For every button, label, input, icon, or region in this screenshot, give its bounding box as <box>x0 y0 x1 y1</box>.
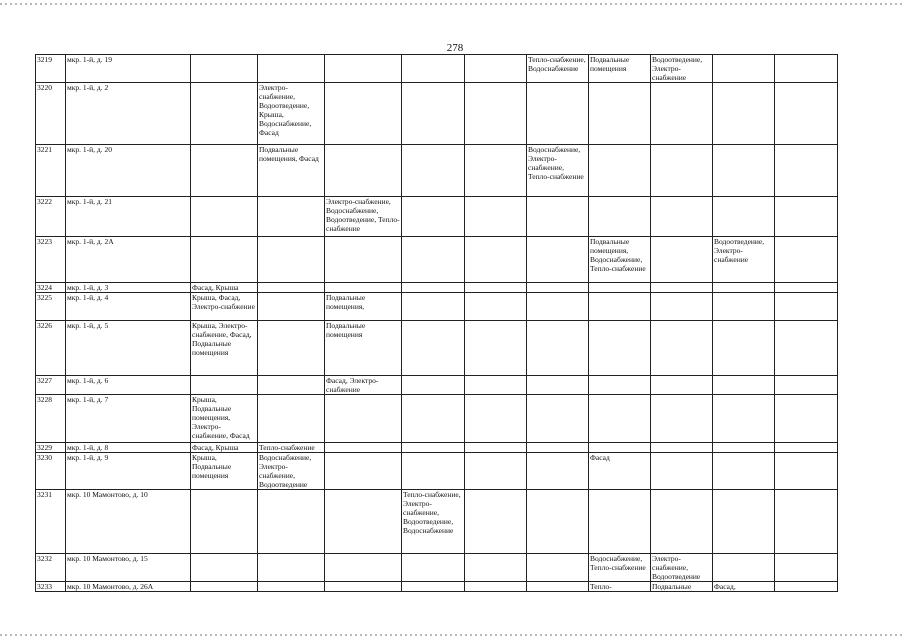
work-type-cell <box>651 83 713 145</box>
work-type-cell <box>465 197 527 237</box>
work-type-cell: Тепло-снабжение, Электро-снабжение, Водоотведение, Водоснабжение <box>402 490 465 554</box>
work-type-cell <box>775 145 838 197</box>
work-type-cell <box>775 554 838 582</box>
table-row <box>36 582 838 592</box>
work-type-cell <box>258 293 325 321</box>
address-cell: мкр. 1-й, д. 2 <box>66 83 191 145</box>
work-type-cell: Фасад, <box>713 582 775 592</box>
work-type-cell: Фасад, Крыша <box>191 443 258 453</box>
table-row <box>36 376 838 395</box>
work-type-cell <box>713 395 775 443</box>
work-type-cell <box>527 376 589 395</box>
work-type-cell: Электро-снабжение, Водоснабжение, Водоотведение, Тепло-снабжение <box>325 197 402 237</box>
table-row <box>36 395 838 443</box>
scan-edge-bottom <box>0 634 905 636</box>
address-cell: мкр. 1-й, д. 2А <box>66 237 191 283</box>
work-type-cell <box>402 554 465 582</box>
work-type-cell <box>713 490 775 554</box>
work-type-cell <box>651 443 713 453</box>
work-type-cell <box>402 237 465 283</box>
work-type-cell <box>775 490 838 554</box>
table-row <box>36 283 838 293</box>
table-row <box>36 83 838 145</box>
address-cell: мкр. 1-й, д. 6 <box>66 376 191 395</box>
work-type-cell <box>713 443 775 453</box>
work-type-cell: Водоснабжение, Тепло-снабжение <box>589 554 651 582</box>
work-type-cell: Подвальные помещения, Фасад <box>258 145 325 197</box>
work-type-cell <box>651 321 713 376</box>
row-number-cell: 3224 <box>36 283 66 293</box>
work-type-cell <box>527 395 589 443</box>
work-type-cell <box>775 321 838 376</box>
work-type-cell <box>402 83 465 145</box>
table-row <box>36 554 838 582</box>
work-type-cell <box>465 237 527 283</box>
work-type-cell <box>589 376 651 395</box>
address-cell: мкр. 1-й, д. 20 <box>66 145 191 197</box>
work-type-cell <box>589 197 651 237</box>
work-type-cell <box>191 490 258 554</box>
row-number-cell: 3230 <box>36 453 66 490</box>
work-type-cell <box>258 490 325 554</box>
address-cell: мкр. 1-й, д. 7 <box>66 395 191 443</box>
work-type-cell <box>775 443 838 453</box>
work-type-cell: Электро-снабжение, Водоотведение <box>651 554 713 582</box>
work-type-cell: Тепло-снабжение <box>258 443 325 453</box>
work-type-cell <box>325 283 402 293</box>
work-type-cell: Фасад <box>589 453 651 490</box>
row-number-cell: 3233 <box>36 582 66 592</box>
work-type-cell <box>589 145 651 197</box>
work-type-cell <box>191 83 258 145</box>
row-number-cell: 3219 <box>36 55 66 83</box>
work-type-cell <box>465 554 527 582</box>
table-row <box>36 197 838 237</box>
work-type-cell: Подвальные помещения <box>325 321 402 376</box>
work-type-cell <box>713 55 775 83</box>
work-type-cell <box>527 443 589 453</box>
row-number-cell: 3232 <box>36 554 66 582</box>
work-type-cell <box>191 237 258 283</box>
work-type-cell <box>775 395 838 443</box>
row-number-cell: 3231 <box>36 490 66 554</box>
row-number-cell: 3222 <box>36 197 66 237</box>
work-type-cell <box>465 83 527 145</box>
work-type-cell <box>402 453 465 490</box>
work-type-cell <box>258 197 325 237</box>
work-type-cell <box>402 443 465 453</box>
work-type-cell <box>465 293 527 321</box>
work-type-cell <box>527 83 589 145</box>
work-type-cell <box>191 145 258 197</box>
work-type-cell <box>325 237 402 283</box>
work-type-cell: Тепло-снабжение, Водоснабжение <box>527 55 589 83</box>
work-type-cell <box>527 283 589 293</box>
work-type-cell <box>325 554 402 582</box>
row-number-cell: 3221 <box>36 145 66 197</box>
row-number-cell: 3229 <box>36 443 66 453</box>
work-type-cell <box>775 283 838 293</box>
work-type-cell <box>402 293 465 321</box>
work-type-cell <box>651 453 713 490</box>
work-type-cell <box>402 145 465 197</box>
work-type-cell: Тепло- <box>589 582 651 592</box>
work-type-cell <box>713 145 775 197</box>
work-type-cell: Водоотведение, Электро-снабжение <box>713 237 775 283</box>
work-type-cell <box>589 283 651 293</box>
address-cell: мкр. 1-й, д. 21 <box>66 197 191 237</box>
work-type-cell <box>713 197 775 237</box>
row-number-cell: 3227 <box>36 376 66 395</box>
work-type-cell: Подвальные помещения <box>589 55 651 83</box>
work-type-cell <box>402 395 465 443</box>
address-cell: мкр. 1-й, д. 3 <box>66 283 191 293</box>
address-cell: мкр. 10 Мамонтово, д. 15 <box>66 554 191 582</box>
address-cell: мкр. 1-й, д. 8 <box>66 443 191 453</box>
work-type-cell <box>325 145 402 197</box>
work-type-cell <box>465 490 527 554</box>
work-type-cell: Фасад, Крыша <box>191 283 258 293</box>
work-type-cell <box>402 321 465 376</box>
table-body <box>36 55 838 592</box>
work-type-cell: Крыша, Подвальные помещения <box>191 453 258 490</box>
scan-edge-top <box>0 3 905 5</box>
work-type-cell <box>651 283 713 293</box>
work-type-cell <box>589 443 651 453</box>
work-type-cell <box>589 395 651 443</box>
table-row <box>36 321 838 376</box>
table-row <box>36 453 838 490</box>
work-type-cell <box>589 293 651 321</box>
work-type-cell <box>258 582 325 592</box>
work-type-cell <box>527 582 589 592</box>
work-type-cell <box>775 83 838 145</box>
work-type-cell <box>527 237 589 283</box>
work-type-cell <box>775 293 838 321</box>
work-type-cell: Крыша, Фасад, Электро-снабжение <box>191 293 258 321</box>
work-type-cell <box>713 293 775 321</box>
row-number-cell: 3226 <box>36 321 66 376</box>
address-cell: мкр. 1-й, д. 5 <box>66 321 191 376</box>
work-type-cell <box>713 83 775 145</box>
work-type-cell <box>527 293 589 321</box>
work-type-cell <box>258 237 325 283</box>
work-type-cell <box>402 582 465 592</box>
work-type-cell <box>465 283 527 293</box>
address-cell: мкр. 1-й, д. 19 <box>66 55 191 83</box>
work-type-cell <box>527 453 589 490</box>
work-type-cell <box>465 443 527 453</box>
work-type-cell <box>258 395 325 443</box>
work-type-cell: Подвальные помещения, <box>325 293 402 321</box>
work-type-cell: Водоотведение, Электро-снабжение <box>651 55 713 83</box>
work-type-cell <box>465 453 527 490</box>
work-type-cell <box>465 321 527 376</box>
address-cell: мкр. 1-й, д. 4 <box>66 293 191 321</box>
address-cell: мкр. 10 Мамонтово, д. 10 <box>66 490 191 554</box>
work-type-cell <box>589 321 651 376</box>
work-type-cell <box>713 321 775 376</box>
work-type-cell: Подвальные <box>651 582 713 592</box>
work-type-cell <box>402 55 465 83</box>
work-type-cell <box>325 55 402 83</box>
work-type-cell <box>258 55 325 83</box>
work-type-cell: Водоснабжение, Электро-снабжение, Водоотведение <box>258 453 325 490</box>
table-row <box>36 55 838 83</box>
work-type-cell <box>325 582 402 592</box>
work-type-cell <box>775 376 838 395</box>
work-type-cell <box>258 321 325 376</box>
work-type-cell <box>651 145 713 197</box>
work-type-cell <box>465 395 527 443</box>
work-type-cell <box>258 283 325 293</box>
row-number-cell: 3220 <box>36 83 66 145</box>
work-type-cell: Фасад, Электро-снабжение <box>325 376 402 395</box>
work-type-cell <box>465 145 527 197</box>
work-type-cell <box>713 554 775 582</box>
page-number: 278 <box>446 42 464 54</box>
row-number-cell: 3223 <box>36 237 66 283</box>
work-type-cell <box>402 197 465 237</box>
work-type-cell <box>402 283 465 293</box>
address-cell: мкр. 10 Мамонтово, д. 26А <box>66 582 191 592</box>
work-type-cell <box>775 55 838 83</box>
work-type-cell <box>775 237 838 283</box>
work-type-cell <box>651 376 713 395</box>
work-type-cell <box>465 582 527 592</box>
address-cell: мкр. 1-й, д. 9 <box>66 453 191 490</box>
work-type-cell <box>325 83 402 145</box>
work-type-cell <box>775 197 838 237</box>
work-type-cell <box>191 55 258 83</box>
work-type-cell <box>527 197 589 237</box>
work-type-cell <box>713 453 775 490</box>
work-type-cell <box>775 582 838 592</box>
work-type-cell: Крыша, Электро-снабжение, Фасад, Подвальные помещения <box>191 321 258 376</box>
work-type-cell: Водоснабжение, Электро-снабжение, Тепло-снабжение <box>527 145 589 197</box>
work-type-cell <box>465 55 527 83</box>
work-type-cell <box>465 376 527 395</box>
work-type-cell <box>191 554 258 582</box>
work-type-cell <box>651 395 713 443</box>
table-row <box>36 237 838 283</box>
work-type-cell <box>651 237 713 283</box>
work-type-cell <box>527 321 589 376</box>
work-type-cell <box>325 453 402 490</box>
row-number-cell: 3225 <box>36 293 66 321</box>
repair-schedule-table <box>35 54 838 592</box>
table-row <box>36 293 838 321</box>
work-type-cell <box>527 490 589 554</box>
work-type-cell <box>527 554 589 582</box>
work-type-cell <box>191 582 258 592</box>
work-type-cell: Крыша, Подвальные помещения, Электро-снабжение, Фасад <box>191 395 258 443</box>
work-type-cell <box>589 490 651 554</box>
work-type-cell <box>191 376 258 395</box>
work-type-cell <box>191 197 258 237</box>
work-type-cell <box>713 376 775 395</box>
work-type-cell: Электро-снабжение, Водоотведение, Крыша, Водоснабжение, Фасад <box>258 83 325 145</box>
work-type-cell <box>325 490 402 554</box>
work-type-cell <box>258 376 325 395</box>
work-type-cell <box>775 453 838 490</box>
work-type-cell <box>651 490 713 554</box>
work-type-cell <box>713 283 775 293</box>
work-type-cell <box>651 197 713 237</box>
work-type-cell <box>402 376 465 395</box>
work-type-cell <box>325 395 402 443</box>
work-type-cell: Подвальные помещения, Водоснабжение, Тепло-снабжение <box>589 237 651 283</box>
table-row <box>36 490 838 554</box>
row-number-cell: 3228 <box>36 395 66 443</box>
table-row <box>36 443 838 453</box>
work-type-cell <box>325 443 402 453</box>
table-row <box>36 145 838 197</box>
work-type-cell <box>258 554 325 582</box>
work-type-cell <box>651 293 713 321</box>
work-type-cell <box>589 83 651 145</box>
